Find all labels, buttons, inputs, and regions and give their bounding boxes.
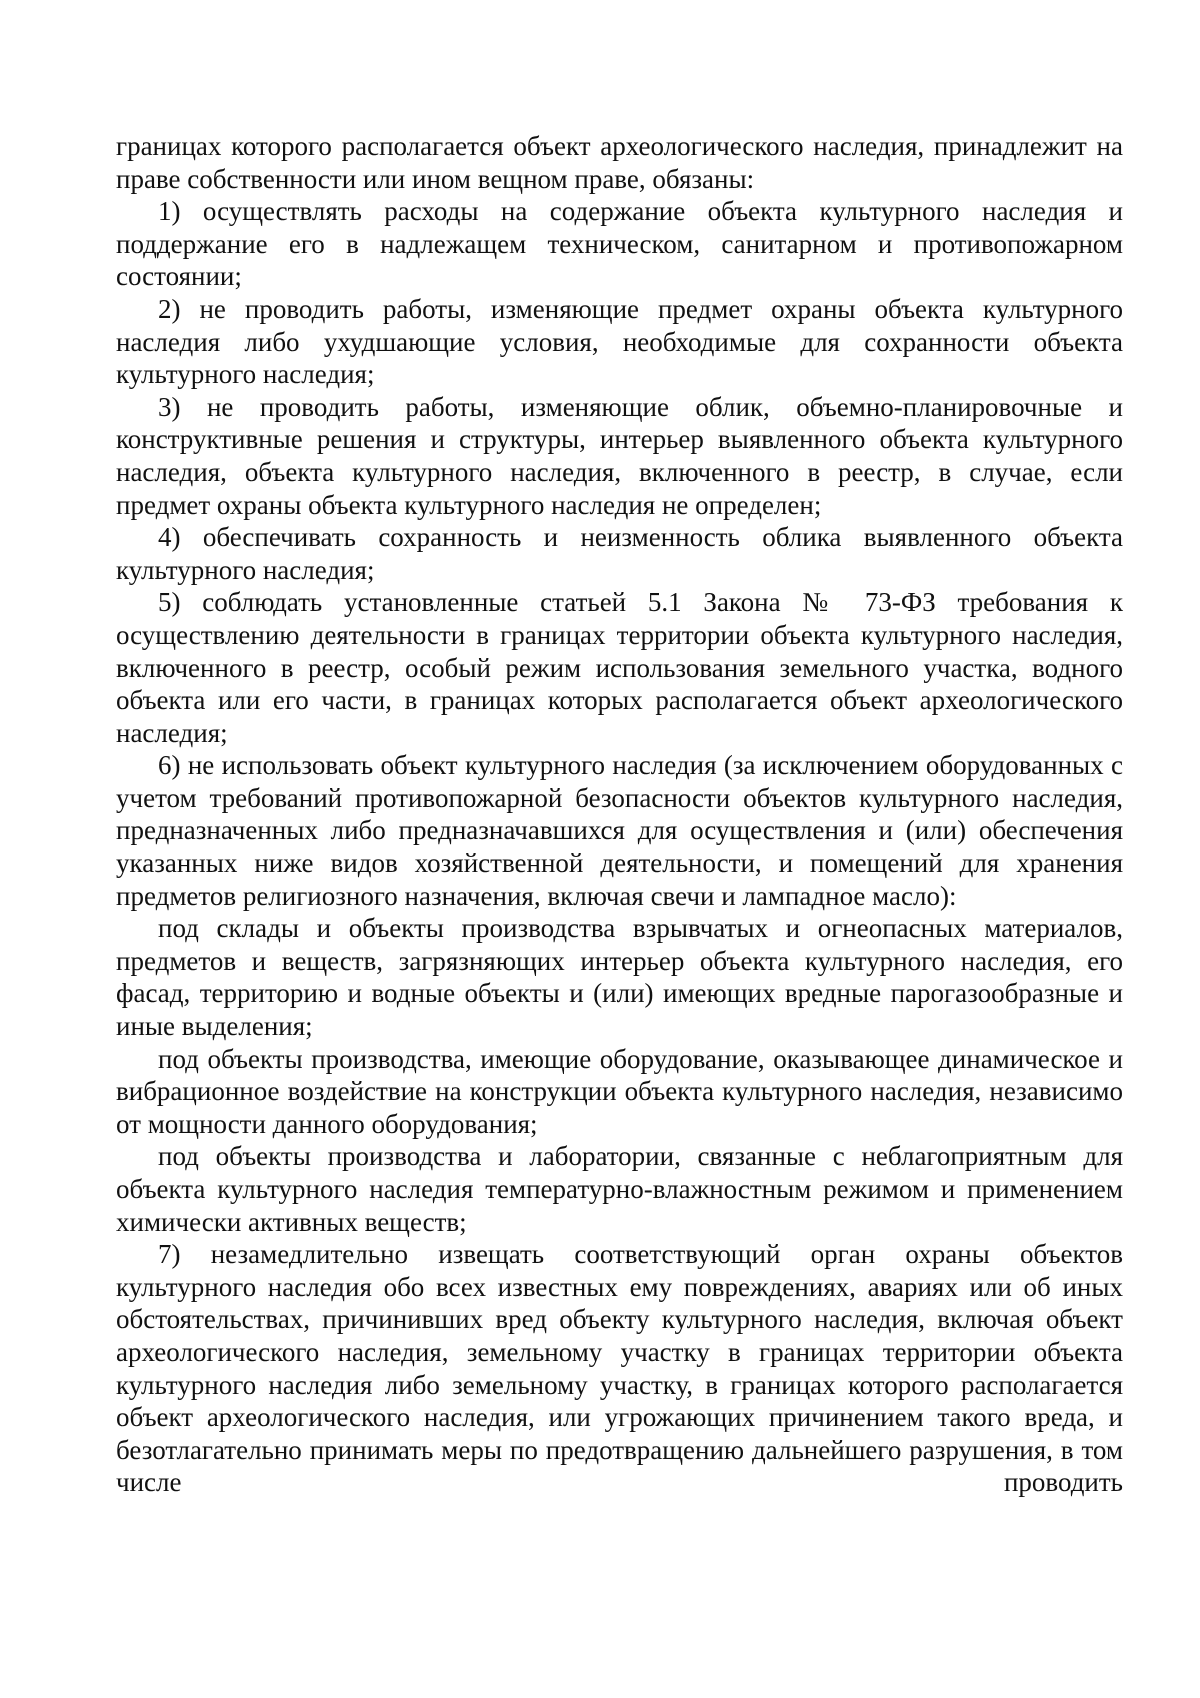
paragraph-item-6: 6) не использовать объект культурного наследия (за исключением оборудованных с учетом требований противопожарной безопасности объектов культурного наследия, предназначенных либо предназначавшихся для осуществления и (или) обеспечения указанных ниже видов хозяйственной деятельности, и помещений для хранения предметов религиозного назначения, включая свечи и лампадное масло): [116, 750, 1123, 911]
paragraph-item-3: 3) не проводить работы, изменяющие облик, объемно-планировочные и конструктивные решения и структуры, интерьер выявленного объекта культурного наследия, объекта культурного наследия, включенного в реестр, в случае, если предмет охраны объекта культурного наследия не определен; [116, 391, 1123, 520]
paragraph-item-1: 1) осуществлять расходы на содержание объекта культурного наследия и поддержание его в надлежащем техническом, санитарном и противопожарном состоянии; [116, 196, 1123, 292]
paragraph-item-6-sub-3: под объекты производства и лаборатории, связанные с неблагоприятным для объекта культурного наследия температурно-влажностным режимом и применением химически активных веществ; [116, 1141, 1123, 1237]
paragraph-item-5: 5) соблюдать установленные статьей 5.1 Закона № 73-ФЗ требования к осуществлению деятельности в границах территории объекта культурного наследия, включенного в реестр, особый режим использования земельного участка, водного объекта или его части, в границах которых располагается объект археологического наследия; [116, 587, 1123, 748]
paragraph-intro: границах которого располагается объект археологического наследия, принадлежит на праве собственности или ином вещном праве, обязаны: [116, 131, 1123, 194]
paragraph-item-4: 4) обеспечивать сохранность и неизменность облика выявленного объекта культурного наследия; [116, 522, 1123, 585]
paragraph-item-7: 7) незамедлительно извещать соответствующий орган охраны объектов культурного наследия обо всех известных ему повреждениях, авариях или об иных обстоятельствах, причинивших вред объекту культурного наследия, включая объект археологического наследия, земельному участку в границах территории объекта культурного наследия либо земельному участку, в границах которого располагается объект археологического наследия, или угрожающих причинением такого вреда, и безотлагательно принимать меры по предотвращению дальнейшего разрушения, в том числе проводить [116, 1239, 1123, 1498]
paragraph-item-6-sub-1: под склады и объекты производства взрывчатых и огнеопасных материалов, предметов и веществ, загрязняющих интерьер объекта культурного наследия, его фасад, территорию и водные объекты и (или) имеющих вредные парогазообразные и иные выделения; [116, 913, 1123, 1042]
document-body [116, 130, 1123, 1499]
paragraph-item-2: 2) не проводить работы, изменяющие предмет охраны объекта культурного наследия либо ухудшающие условия, необходимые для сохранности объекта культурного наследия; [116, 293, 1123, 390]
paragraph-item-6-sub-2: под объекты производства, имеющие оборудование, оказывающее динамическое и вибрационное воздействие на конструкции объекта культурного наследия, независимо от мощности данного оборудования; [116, 1043, 1123, 1139]
